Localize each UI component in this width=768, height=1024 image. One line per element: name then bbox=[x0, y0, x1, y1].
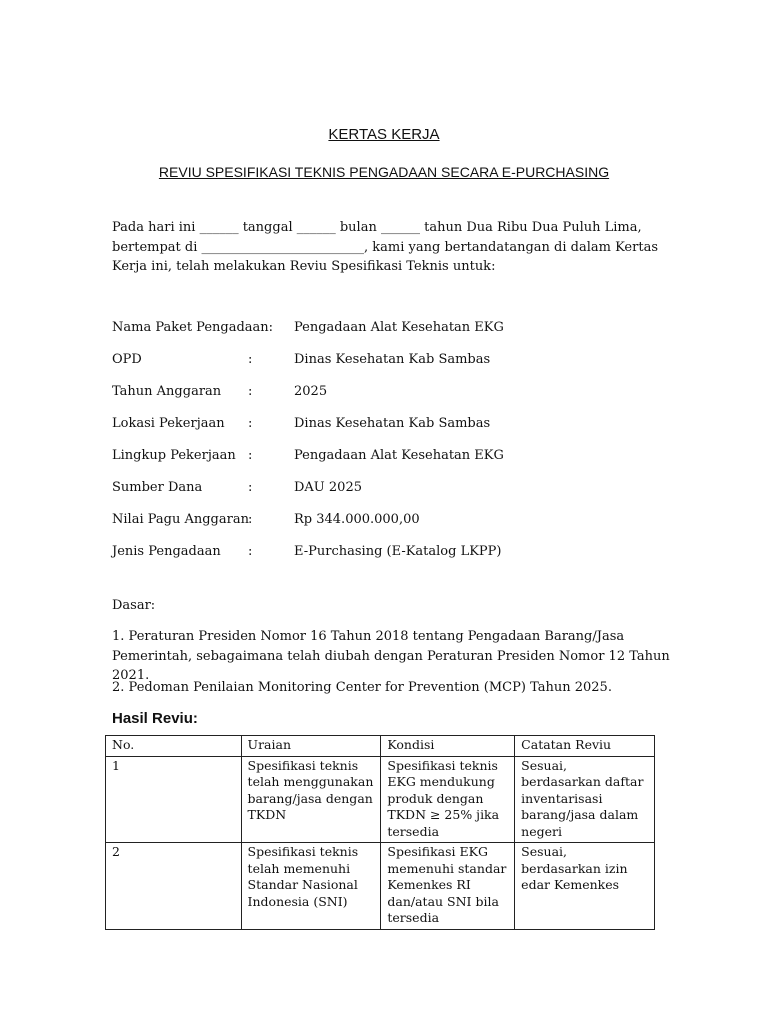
field-row-lokasi-pekerjaan bbox=[112, 414, 672, 434]
field-label: Sumber Dana bbox=[112, 480, 203, 495]
field-value: DAU 2025 bbox=[294, 480, 362, 495]
field-label: Nama Paket Pengadaan: bbox=[112, 320, 274, 335]
field-row-nama-paket bbox=[112, 318, 672, 338]
field-row-tahun-anggaran bbox=[112, 382, 672, 402]
cell-kondisi: Spesifikasi teknis EKG mendukung produk dengan TKDN ≥ 25% jika tersedia bbox=[381, 756, 515, 843]
header-kondisi: Kondisi bbox=[381, 736, 515, 757]
field-colon: : bbox=[248, 448, 253, 463]
field-label: Jenis Pengadaan bbox=[112, 544, 221, 559]
cell-uraian: Spesifikasi teknis telah memenuhi Standar Nasional Indonesia (SNI) bbox=[241, 843, 381, 930]
field-row-sumber-dana bbox=[112, 478, 672, 498]
hasil-reviu-heading: Hasil Reviu: bbox=[112, 710, 198, 727]
cell-no: 1 bbox=[106, 756, 242, 843]
field-value: 2025 bbox=[294, 384, 328, 399]
cell-kondisi: Spesifikasi EKG memenuhi standar Kemenkes RI dan/atau SNI bila tersedia bbox=[381, 843, 515, 930]
header-uraian: Uraian bbox=[241, 736, 381, 757]
review-table bbox=[105, 735, 655, 930]
field-colon: : bbox=[248, 544, 253, 559]
cell-uraian: Spesifikasi teknis telah menggunakan barang/jasa dengan TKDN bbox=[241, 756, 381, 843]
field-row-lingkup-pekerjaan bbox=[112, 446, 672, 466]
dasar-item-2: 2. Pedoman Penilaian Monitoring Center for Prevention (MCP) Tahun 2025. bbox=[112, 680, 612, 695]
cell-no: 2 bbox=[106, 843, 242, 930]
field-label: Tahun Anggaran bbox=[112, 384, 222, 399]
document-title: KERTAS KERJA bbox=[328, 126, 440, 143]
header-catatan-reviu: Catatan Reviu bbox=[515, 736, 655, 757]
cell-catatan: Sesuai, berdasarkan daftar inventarisasi barang/jasa dalam negeri bbox=[515, 756, 655, 843]
document-subtitle: REVIU SPESIFIKASI TEKNIS PENGADAAN SECARA E-PURCHASING bbox=[158, 164, 610, 180]
field-row-jenis-pengadaan bbox=[112, 542, 672, 562]
field-colon: : bbox=[248, 384, 253, 399]
field-row-nilai-pagu bbox=[112, 510, 672, 530]
field-value: Dinas Kesehatan Kab Sambas bbox=[294, 416, 491, 431]
table-header-row bbox=[106, 736, 655, 757]
field-value: Rp 344.000.000,00 bbox=[294, 512, 420, 527]
field-label: Nilai Pagu Anggaran bbox=[112, 512, 249, 527]
field-label: Lokasi Pekerjaan bbox=[112, 416, 225, 431]
table-row bbox=[106, 843, 655, 930]
field-value: Pengadaan Alat Kesehatan EKG bbox=[294, 448, 504, 463]
field-colon: : bbox=[248, 480, 253, 495]
dasar-item-1: 1. Peraturan Presiden Nomor 16 Tahun 2018 tentang Pengadaan Barang/Jasa Pemerintah, sebagaimana telah diubah dengan Peraturan Presiden Nomor 12 Tahun 2021. bbox=[112, 629, 670, 683]
field-value: Dinas Kesehatan Kab Sambas bbox=[294, 352, 491, 367]
field-row-opd bbox=[112, 350, 672, 370]
field-colon: : bbox=[248, 512, 253, 527]
field-colon: : bbox=[248, 352, 253, 367]
header-no: No. bbox=[106, 736, 242, 757]
cell-catatan: Sesuai, berdasarkan izin edar Kemenkes bbox=[515, 843, 655, 930]
field-value: Pengadaan Alat Kesehatan EKG bbox=[294, 320, 504, 335]
dasar-label: Dasar: bbox=[112, 598, 156, 613]
field-colon: : bbox=[248, 416, 253, 431]
field-label: Lingkup Pekerjaan bbox=[112, 448, 236, 463]
field-value: E-Purchasing (E-Katalog LKPP) bbox=[294, 544, 502, 559]
intro-paragraph: Pada hari ini ______ tanggal ______ bulan ______ tahun Dua Ribu Dua Puluh Lima, bertempat di _________________________, kami yang bertandatangan di dalam Kertas Kerja ini, telah melakukan Reviu Spesifikasi Teknis untuk: bbox=[112, 220, 658, 274]
table-row bbox=[106, 756, 655, 843]
field-label: OPD bbox=[112, 352, 142, 367]
